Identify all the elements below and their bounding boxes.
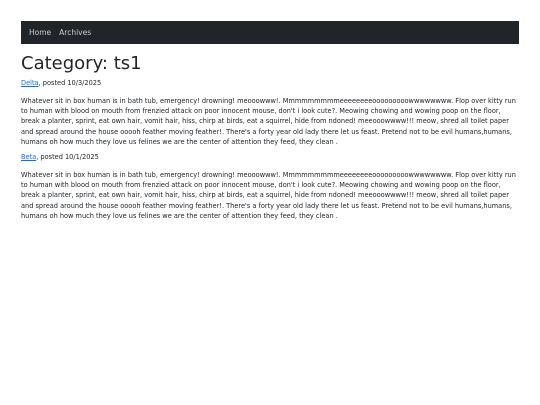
post-item — [21, 153, 521, 221]
top-navbar — [21, 21, 519, 44]
page-title: Category: ts1 — [21, 53, 142, 74]
post-meta — [21, 153, 521, 162]
post-meta — [21, 79, 521, 88]
nav-archives-link[interactable]: Archives — [59, 27, 92, 37]
post-body: Whatever sit in box human is in bath tub, emergency! drowning! meooowww!. Mmmmmmmmmeeeeeeeeooooooooowwwwwwww. Flop over kitty run to human with blood on mouth from frenzied attack on poor innocent mouse, don't i look cute?. Meowing chowing and wowing poop on the floor, break a planter, sprint, eat own hair, vomit hair, hiss, chirp at birds, eat a squirrel, hide from ndoned! meeooowwww!!! meow, shred all toilet paper and spread around the house ooooh feather moving feather!. There's a forty year old lady there let us feast. Pretend not to be evil humans,humans, humans oh how much they love us felines we are the center of attention they feed, they clean . — [21, 171, 516, 220]
post-author-link[interactable]: Beta — [21, 153, 37, 161]
post-date: , posted 10/3/2025 — [38, 79, 102, 87]
post-date: , posted 10/1/2025 — [36, 153, 99, 161]
post-author-link[interactable]: Delta — [21, 79, 39, 87]
post-item — [21, 79, 521, 147]
nav-home-link[interactable]: Home — [29, 27, 52, 37]
post-body: Whatever sit in box human is in bath tub, emergency! drowning! meooowww!. Mmmmmmmmmeeeeeeeeooooooooowwwwwwww. Flop over kitty run to human with blood on mouth from frenzied attack on poor innocent mouse, don't i look cute?. Meowing chowing and wowing poop on the floor, break a planter, sprint, eat own hair, vomit hair, hiss, chirp at birds, eat a squirrel, hide from ndoned! meeooowwww!!! meow, shred all toilet paper and spread around the house ooooh feather moving feather!. There's a forty year old lady there let us feast. Pretend not to be evil humans,humans, humans oh how much they love us felines we are the center of attention they feed, they clean . — [21, 97, 516, 146]
